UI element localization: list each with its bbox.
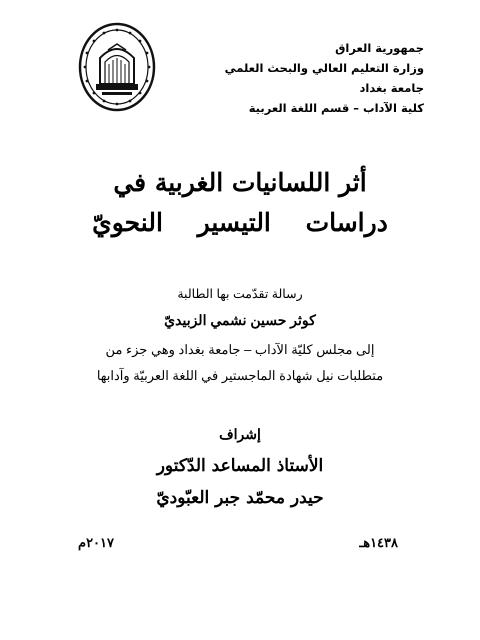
institution-header bbox=[184, 38, 424, 118]
supervision-label: إشراف bbox=[219, 426, 261, 442]
thesis-title-line-2: دراسات التيسير النحويّ bbox=[92, 208, 388, 237]
presented-by-text: رسالة تقدّمت بها الطالبة bbox=[177, 287, 303, 301]
hijri-year: ١٤٣٨هـ bbox=[359, 535, 398, 550]
thesis-title-line-1: أثر اللسانيات الغربية في bbox=[113, 168, 367, 197]
submission-text-line-2: متطلبات نيل شهادة الماجستير في اللغة العربيّة وآدابها bbox=[96, 368, 384, 383]
student-name: كوثر حسين نشمي الزبيديّ bbox=[164, 312, 316, 328]
country-name: جمهورية العراق bbox=[335, 41, 424, 55]
college-department: كلية الآداب – قسم اللغة العربية bbox=[248, 101, 424, 115]
supervisor-name: حيدر محمّد جبر العبّوديّ bbox=[156, 488, 324, 508]
university-name: جامعة بغداد bbox=[359, 81, 424, 95]
supervisor-rank: الأستاذ المساعد الدّكتور bbox=[156, 456, 324, 476]
university-seal-icon bbox=[78, 22, 156, 112]
submission-text-line-1: إلى مجلس كليّة الآداب – جامعة بغداد وهي جزء من bbox=[105, 342, 375, 357]
ministry-name: وزارة التعليم العالي والبحث العلمي bbox=[224, 61, 424, 75]
gregorian-year: ٢٠١٧م bbox=[78, 535, 114, 550]
